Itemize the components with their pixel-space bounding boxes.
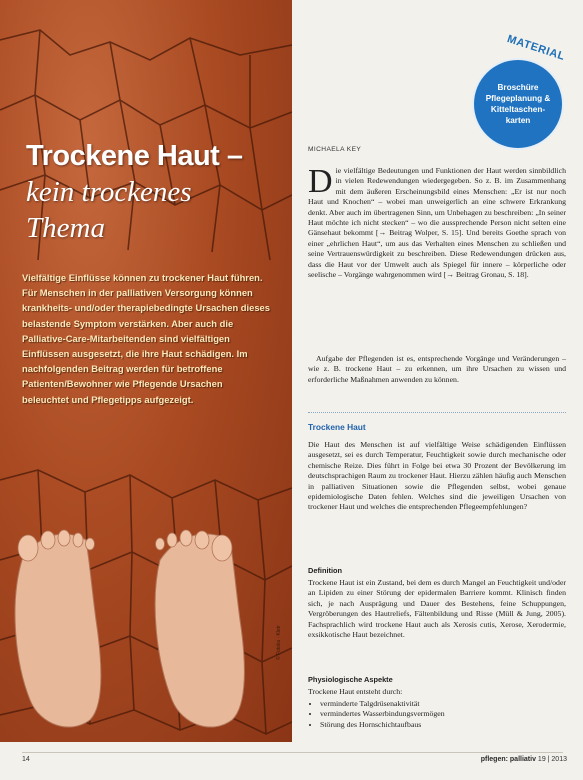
journal-issue: 19 | 2013	[537, 756, 567, 763]
page-number: 14	[22, 756, 30, 763]
photo-credit: © Fotolia · Kletr	[276, 625, 282, 660]
article-title	[26, 140, 286, 245]
drop-cap: D	[308, 163, 333, 200]
second-paragraph: Aufgabe der Pflegenden ist es, entsprechende Vorgänge und Veränderungen – wie z. B. trockene Haut – zu erkennen, um ihre Ursachen zu wissen und erforderliche Maßnahmen anwenden zu können.	[308, 354, 566, 384]
physiology-intro: Trockene Haut entsteht durch:	[308, 687, 403, 696]
section-title-trockene-haut: Trockene Haut	[308, 422, 366, 432]
badge-line-1: Broschüre	[497, 83, 539, 92]
list-item: • vermindertes Wasserbindungsvermögen	[320, 709, 578, 719]
list-item: • Störung des Hornschichtaufbaus	[320, 720, 578, 730]
badge-line-2: Pflegeplanung &	[485, 94, 551, 103]
author-name: MICHAELA KEY	[308, 146, 362, 153]
title-line-3: Thema	[26, 212, 105, 244]
material-badge[interactable]	[474, 60, 562, 148]
footer-rule	[22, 752, 563, 753]
lead-paragraph: Vielfältige Einflüsse können zu trockener Haut führen. Für Menschen in der palliativen Versorgung können krankheits- und/oder therapiebedingte Ursachen dieses belastende Symptom verstärken. Aber auch die Palliative-Care-Mitarbeitenden sind vielfältigen Einflüssen ausgesetzt, die ihre Haut schädigen. Im nachfolgenden Beitrag werden für betroffene Patienten/Bewohner wie Pflegende Ursachen beleuchtet und Pflegetipps aufgezeigt.	[22, 272, 270, 405]
definition-heading: Definition	[308, 566, 343, 575]
title-line-1: Trockene Haut –	[26, 140, 243, 172]
badge-line-3: Kitteltaschen-	[490, 105, 546, 114]
title-line-2: kein trockenes	[26, 176, 192, 208]
intro-paragraph	[308, 163, 566, 280]
cover-photo	[0, 0, 292, 742]
section-divider	[308, 412, 566, 413]
list-item: • verminderte Talgdrüsenaktivität	[320, 699, 578, 709]
material-label: MATERIAL	[505, 33, 567, 63]
journal-name: pflegen: palliativ	[480, 756, 536, 763]
journal-info	[481, 756, 567, 763]
intro-text: ie vielfältige Bedeutungen und Funktionen der Haut werden sinnbildlich in vielen Redewendungen wiedergegeben. So z. B. im Zusammenhang mit dem äußeren Erscheinungsbild eines Menschen: „Er ist nur noch Haut und Knochen“ – wobei man unweigerlich an eine schwere Erkrankung denkt. Aber auch im übertragenen Sinn, um Unbehagen zu beschreiben: „In seiner Haut möchte ich nicht stecken“ – wo die aussprechende Person nicht selten eine Gänsehaut bekommt [→ Beitrag Wolper, S. 15]. Und bereits Goethe sprach von einer „ehrlichen Haut“, um aus das Verhalten eines Menschen zu schließen und seine Vertrauenswürdigkeit zu beschreiben. Diese Redewendungen drücken aus, dass die Haut vor der Umwelt auch als Spiegel für innere – körperliche oder seelische – Vorgänge wahrgenommen wird [→ Beitrag Gronau, S. 18].	[308, 166, 566, 280]
definition-paragraph: Trockene Haut ist ein Zustand, bei dem es durch Mangel an Feuchtigkeit und/oder an Lipiden zu einer Störung der epidermalen Barriere kommt. Klinisch finden sich, je nach Ausprägung und Dauer des Bestehens, feine Schuppungen, Vergröberungen des Hautreliefs, Fältenbildung und Risse (Müll & Jung, 2005). Fachsprachlich wird trockene Haut auch als Xerosis cutis, Xerose, Xerodermie, exsikkotische Haut bezeichnet.	[308, 578, 566, 640]
badge-line-4: karten	[505, 116, 531, 125]
section-paragraph: Die Haut des Menschen ist auf vielfältige Weise schädigenden Einflüssen ausgesetzt, sei es durch Temperatur, Feuchtigkeit sowie durch mechanische oder chemische Reize. Dies führt in Folge bei etwa 30 Prozent der Bevölkerung im deutschsprachigen Raum zu trockener Haut. Hierzu zählen häufig auch Menschen in palliativen Situationen sowie die Pflegenden selbst, wobei genaue epidemiologische Daten fehlen. Welches sind die jeweiligen Ursachen von trockener Haut und welches die entsprechenden Pflegeempfehlungen?	[308, 440, 566, 512]
physiology-list	[308, 699, 578, 730]
physiology-heading: Physiologische Aspekte	[308, 675, 393, 684]
